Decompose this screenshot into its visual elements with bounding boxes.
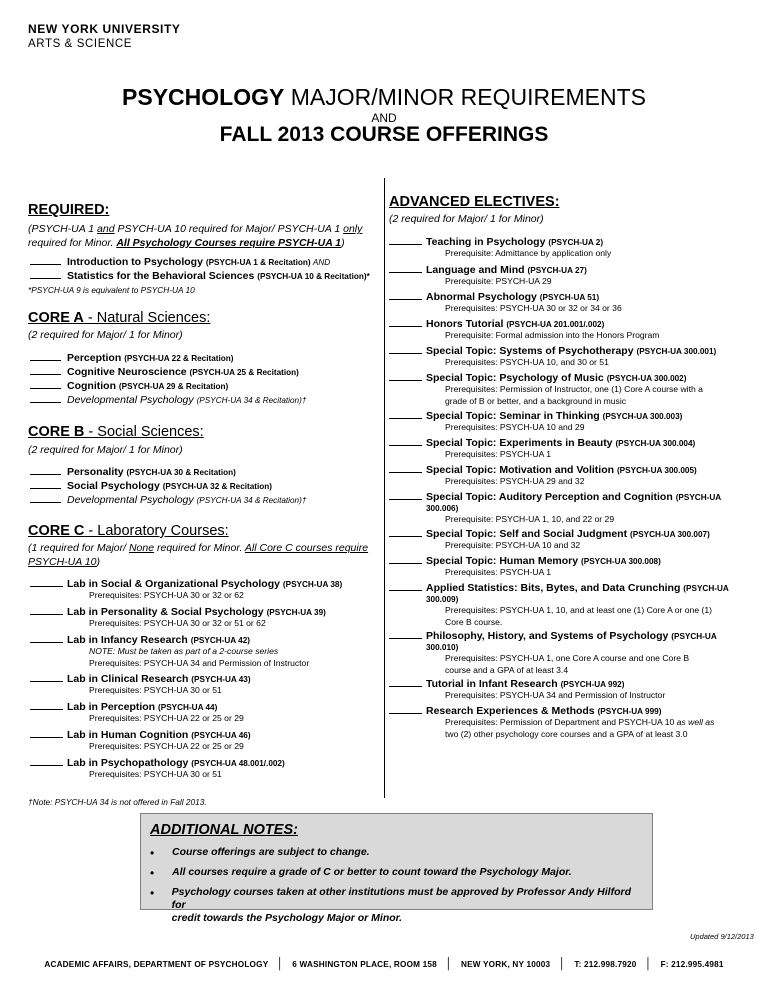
list-item: Lab in Perception (PSYCH-UA 44) Prerequisites: PSYCH-UA 22 or 25 or 29 bbox=[30, 700, 380, 728]
core-b-sub: (2 required for Major/ 1 for Minor) bbox=[28, 444, 183, 456]
list-item: Philosophy, History, and Systems of Psychology (PSYCH-UA 300.010) Prerequisites: PSYCH-UA 1, one Core A course and one Core B course and a GPA of at least 3.4 bbox=[389, 629, 749, 677]
required-footnote: *PSYCH-UA 9 is equivalent to PSYCH-UA 10 bbox=[28, 285, 195, 295]
list-item: Special Topic: Psychology of Music (PSYCH-UA 300.002) Prerequisites: Permission of Instructor, one (1) Core A course with a grade of B or better, and a background in music bbox=[389, 371, 749, 409]
list-item: Special Topic: Seminar in Thinking (PSYCH-UA 300.003) Prerequisites: PSYCH-UA 10 and 29 bbox=[389, 409, 749, 436]
list-item: Special Topic: Self and Social Judgment (PSYCH-UA 300.007) Prerequisite: PSYCH-UA 10 and 32 bbox=[389, 527, 749, 554]
core-c-heading: CORE C - Laboratory Courses: bbox=[28, 523, 229, 539]
list-item: Special Topic: Systems of Psychotherapy (PSYCH-UA 300.001) Prerequisites: PSYCH-UA 10, and 30 or 51 bbox=[389, 344, 749, 371]
list-item: Special Topic: Experiments in Beauty (PSYCH-UA 300.004) Prerequisites: PSYCH-UA 1 bbox=[389, 436, 749, 463]
core-a-list bbox=[30, 351, 306, 407]
core-c-list bbox=[30, 577, 380, 784]
required-item-intro: Introduction to Psychology (PSYCH-UA 1 & Recitation) AND bbox=[30, 255, 330, 268]
list-item: Honors Tutorial (PSYCH-UA 201.001/.002) Prerequisite: Formal admission into the Honors Program bbox=[389, 317, 749, 344]
core-a-heading: CORE A - Natural Sciences: bbox=[28, 310, 211, 326]
required-item-stats: Statistics for the Behavioral Sciences (PSYCH-UA 10 & Recitation)* bbox=[30, 269, 370, 282]
advanced-sub: (2 required for Major/ 1 for Minor) bbox=[389, 213, 544, 225]
list-item: Lab in Social & Organizational Psychology (PSYCH-UA 38) Prerequisites: PSYCH-UA 30 or 32 or 62 bbox=[30, 577, 380, 605]
column-divider bbox=[384, 178, 385, 798]
list-item: Social Psychology (PSYCH-UA 32 & Recitation) bbox=[30, 479, 306, 493]
nyu-logo-line2: ARTS & SCIENCE bbox=[28, 38, 133, 50]
required-heading: REQUIRED: bbox=[28, 202, 110, 218]
list-item: • Psychology courses taken at other institutions must be approved by Professor Andy Hilford for credit towards the Psychology Major or Minor. bbox=[150, 886, 632, 924]
footer: ACADEMIC AFFAIRS, DEPARTMENT OF PSYCHOLOGY │ 6 WASHINGTON PLACE, ROOM 158 │ NEW YORK, NY 10003 │ T: 212.998.7920 │ F: 212.995.4981 bbox=[44, 958, 724, 970]
list-item: Perception (PSYCH-UA 22 & Recitation) bbox=[30, 351, 306, 365]
bullet-icon: • bbox=[150, 846, 155, 860]
core-b-heading: CORE B - Social Sciences: bbox=[28, 424, 204, 440]
list-item: Language and Mind (PSYCH-UA 27) Prerequisite: PSYCH-UA 29 bbox=[389, 263, 749, 290]
advanced-list bbox=[389, 235, 749, 742]
core-a-sub: (2 required for Major/ 1 for Minor) bbox=[28, 329, 183, 341]
page-title: PSYCHOLOGY MAJOR/MINOR REQUIREMENTS bbox=[122, 84, 646, 110]
list-item: Tutorial in Infant Research (PSYCH-UA 992) Prerequisites: PSYCH-UA 34 and Permission of Instructor bbox=[389, 677, 749, 704]
core-b-list bbox=[30, 465, 306, 507]
list-item: Lab in Human Cognition (PSYCH-UA 46) Prerequisites: PSYCH-UA 22 or 25 or 29 bbox=[30, 728, 380, 756]
page-subtitle: FALL 2013 COURSE OFFERINGS bbox=[219, 123, 549, 146]
list-item: Special Topic: Motivation and Volition (PSYCH-UA 300.005) Prerequisites: PSYCH-UA 29 and 32 bbox=[389, 463, 749, 490]
list-item: Special Topic: Auditory Perception and Cognition (PSYCH-UA 300.006) Prerequisite: PSYCH-UA 1, 10, and 22 or 29 bbox=[389, 490, 749, 527]
list-item: Abnormal Psychology (PSYCH-UA 51) Prerequisites: PSYCH-UA 30 or 32 or 34 or 36 bbox=[389, 290, 749, 317]
bullet-icon: • bbox=[150, 886, 155, 900]
list-item: Developmental Psychology (PSYCH-UA 34 & Recitation)† bbox=[30, 393, 306, 407]
notes-list bbox=[150, 846, 640, 925]
title-and: AND bbox=[371, 111, 397, 125]
list-item: Lab in Infancy Research (PSYCH-UA 42) NOTE: Must be taken as part of a 2-course series Prerequisites: PSYCH-UA 34 and Permission of Instructor bbox=[30, 633, 380, 672]
list-item: Developmental Psychology (PSYCH-UA 34 & Recitation)† bbox=[30, 493, 306, 507]
advanced-heading: ADVANCED ELECTIVES: bbox=[389, 194, 560, 210]
required-desc: (PSYCH-UA 1 and PSYCH-UA 10 required for Major/ PSYCH-UA 1 only required for Minor. All Psychology Courses require PSYCH-UA 1) bbox=[28, 223, 363, 249]
list-item: Lab in Clinical Research (PSYCH-UA 43) Prerequisites: PSYCH-UA 30 or 51 bbox=[30, 672, 380, 700]
nyu-logo-line1: NEW YORK UNIVERSITY bbox=[28, 22, 181, 36]
list-item: Lab in Personality & Social Psychology (PSYCH-UA 39) Prerequisites: PSYCH-UA 30 or 32 or 51 or 62 bbox=[30, 605, 380, 633]
core-c-sub: (1 required for Major/ None required for Minor. All Core C courses require PSYCH-UA 10) bbox=[28, 542, 369, 568]
updated-date: Updated 9/12/2013 bbox=[690, 932, 754, 941]
list-item: • All courses require a grade of C or better to count toward the Psychology Major. bbox=[150, 866, 640, 886]
list-item: Applied Statistics: Bits, Bytes, and Data Crunching (PSYCH-UA 300.009) Prerequisites: PSYCH-UA 1, 10, and at least one (1) Core A or one (1) Core B course. bbox=[389, 581, 749, 629]
list-item: Cognitive Neuroscience (PSYCH-UA 25 & Recitation) bbox=[30, 365, 306, 379]
list-item: Lab in Psychopathology (PSYCH-UA 48.001/.002) Prerequisites: PSYCH-UA 30 or 51 bbox=[30, 756, 380, 784]
core-c-footnote: †Note: PSYCH-UA 34 is not offered in Fall 2013. bbox=[28, 797, 207, 807]
additional-notes-heading: ADDITIONAL NOTES: bbox=[150, 822, 298, 838]
list-item: Special Topic: Human Memory (PSYCH-UA 300.008) Prerequisites: PSYCH-UA 1 bbox=[389, 554, 749, 581]
list-item: Personality (PSYCH-UA 30 & Recitation) bbox=[30, 465, 306, 479]
list-item: Cognition (PSYCH-UA 29 & Recitation) bbox=[30, 379, 306, 393]
list-item: Research Experiences & Methods (PSYCH-UA 999) Prerequisites: Permission of Department and PSYCH-UA 10 as well as two (2) other psychology core courses and a GPA of at least 3.0 bbox=[389, 704, 749, 742]
bullet-icon: • bbox=[150, 866, 155, 880]
list-item: • Course offerings are subject to change. bbox=[150, 846, 640, 866]
list-item: Teaching in Psychology (PSYCH-UA 2) Prerequisite: Admittance by application only bbox=[389, 235, 749, 263]
